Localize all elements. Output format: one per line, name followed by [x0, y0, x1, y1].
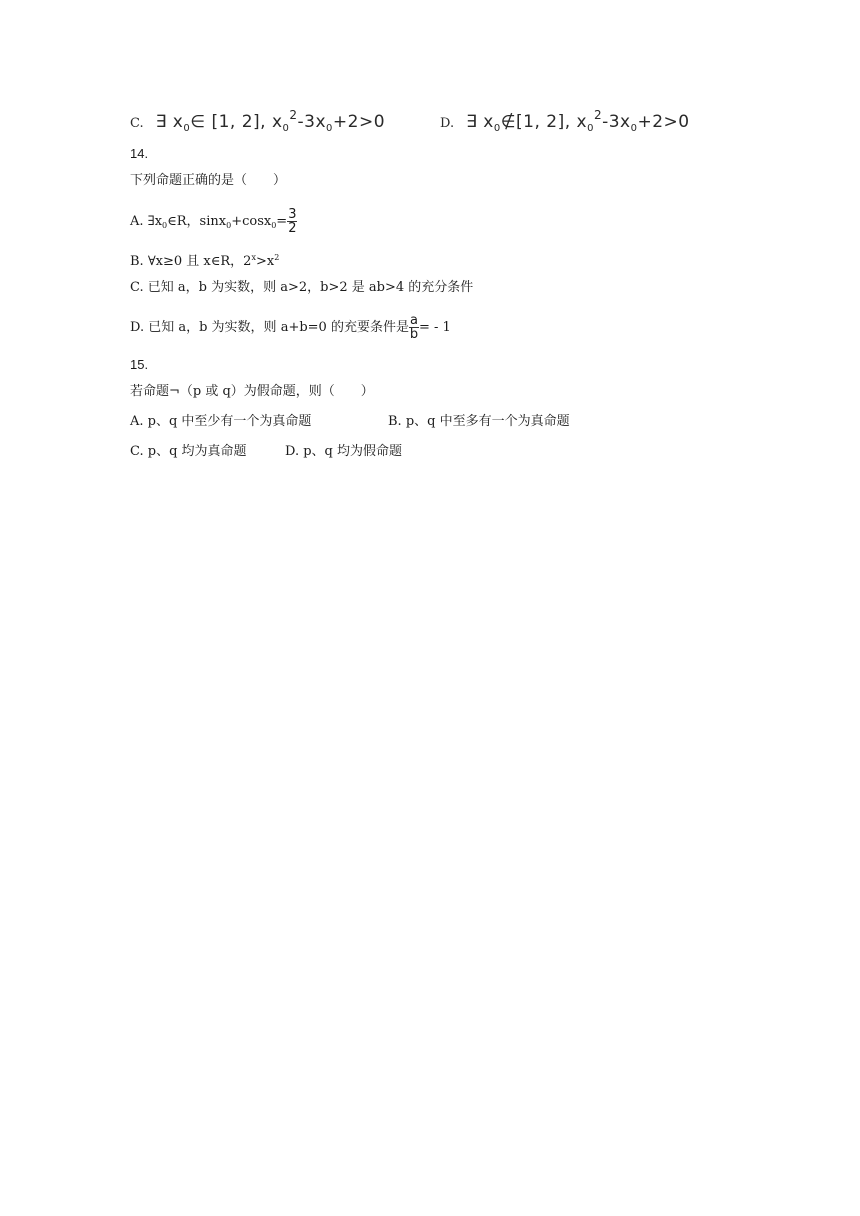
expression-part: +2>0: [637, 112, 690, 132]
q14-option-d: [130, 314, 451, 341]
subscript: 0: [162, 221, 168, 230]
fraction-a-over-b: [409, 314, 419, 341]
q13-option-d: [440, 106, 690, 138]
subscript: 0: [326, 123, 333, 134]
option-text: >x: [255, 254, 275, 269]
option-text: B. ∀x≥0 且 x∈R，2: [130, 254, 252, 269]
q15-option-b: B. p、q 中至多有一个为真命题: [388, 414, 570, 429]
superscript: x: [251, 253, 256, 262]
fraction-denominator: b: [409, 327, 419, 342]
subscript: 0: [183, 123, 191, 134]
q14-option-a: [130, 208, 297, 235]
interval: [1, 2],: [211, 112, 267, 132]
question-number-14: 14.: [130, 146, 149, 161]
subscript: 0: [630, 123, 638, 134]
q14-option-b: [130, 249, 279, 271]
interval: [1, 2],: [516, 112, 571, 132]
q15-option-c: C. p、q 均为真命题: [130, 444, 247, 459]
q13-option-d-label: D.: [440, 116, 455, 131]
option-text: A. ∃x: [130, 214, 163, 229]
q14-stem: 下列命题正确的是（ ）: [130, 173, 287, 188]
option-text: D. 已知 a，b 为实数，则 a+b=0 的充要条件是: [130, 320, 409, 335]
expression-part: +2>0: [332, 112, 386, 132]
exponent: 2: [593, 108, 603, 122]
q15-stem: 若命题¬（p 或 q）为假命题，则（ ）: [130, 384, 374, 399]
subscript: 0: [271, 221, 277, 230]
option-text: +cosx: [231, 214, 272, 229]
subscript: 0: [282, 123, 290, 134]
variable: x: [483, 112, 494, 132]
expression-part: -3x: [297, 112, 327, 132]
exists-symbol: ∃: [466, 112, 478, 132]
q13-option-c-label: C.: [130, 116, 144, 131]
q14-option-c: C. 已知 a，b 为实数，则 a>2，b>2 是 ab>4 的充分条件: [130, 280, 474, 295]
subscript: 0: [226, 221, 232, 230]
variable: x: [271, 112, 283, 132]
expression-part: -3x: [602, 112, 631, 132]
superscript: 2: [274, 253, 280, 262]
option-text: = - 1: [418, 320, 451, 335]
subscript: 0: [493, 123, 501, 134]
fraction-three-halves: [287, 208, 297, 235]
fraction-denominator: 2: [288, 221, 297, 236]
variable: x: [576, 112, 588, 132]
q13-option-c: [130, 106, 385, 138]
exists-symbol: ∃: [155, 112, 167, 132]
equals-sign: =: [276, 214, 288, 229]
question-number-15: 15.: [130, 357, 149, 372]
q15-option-a: A. p、q 中至少有一个为真命题: [130, 414, 312, 429]
variable: x: [172, 112, 184, 132]
relation: ∉: [500, 112, 516, 132]
subscript: 0: [587, 123, 594, 134]
fraction-numerator: 3: [288, 207, 297, 222]
relation: ∈: [190, 112, 206, 132]
option-text: ∈R，sinx: [167, 214, 227, 229]
fraction-numerator: a: [409, 313, 418, 328]
exponent: 2: [289, 108, 298, 122]
q15-option-d: D. p、q 均为假命题: [285, 444, 403, 459]
